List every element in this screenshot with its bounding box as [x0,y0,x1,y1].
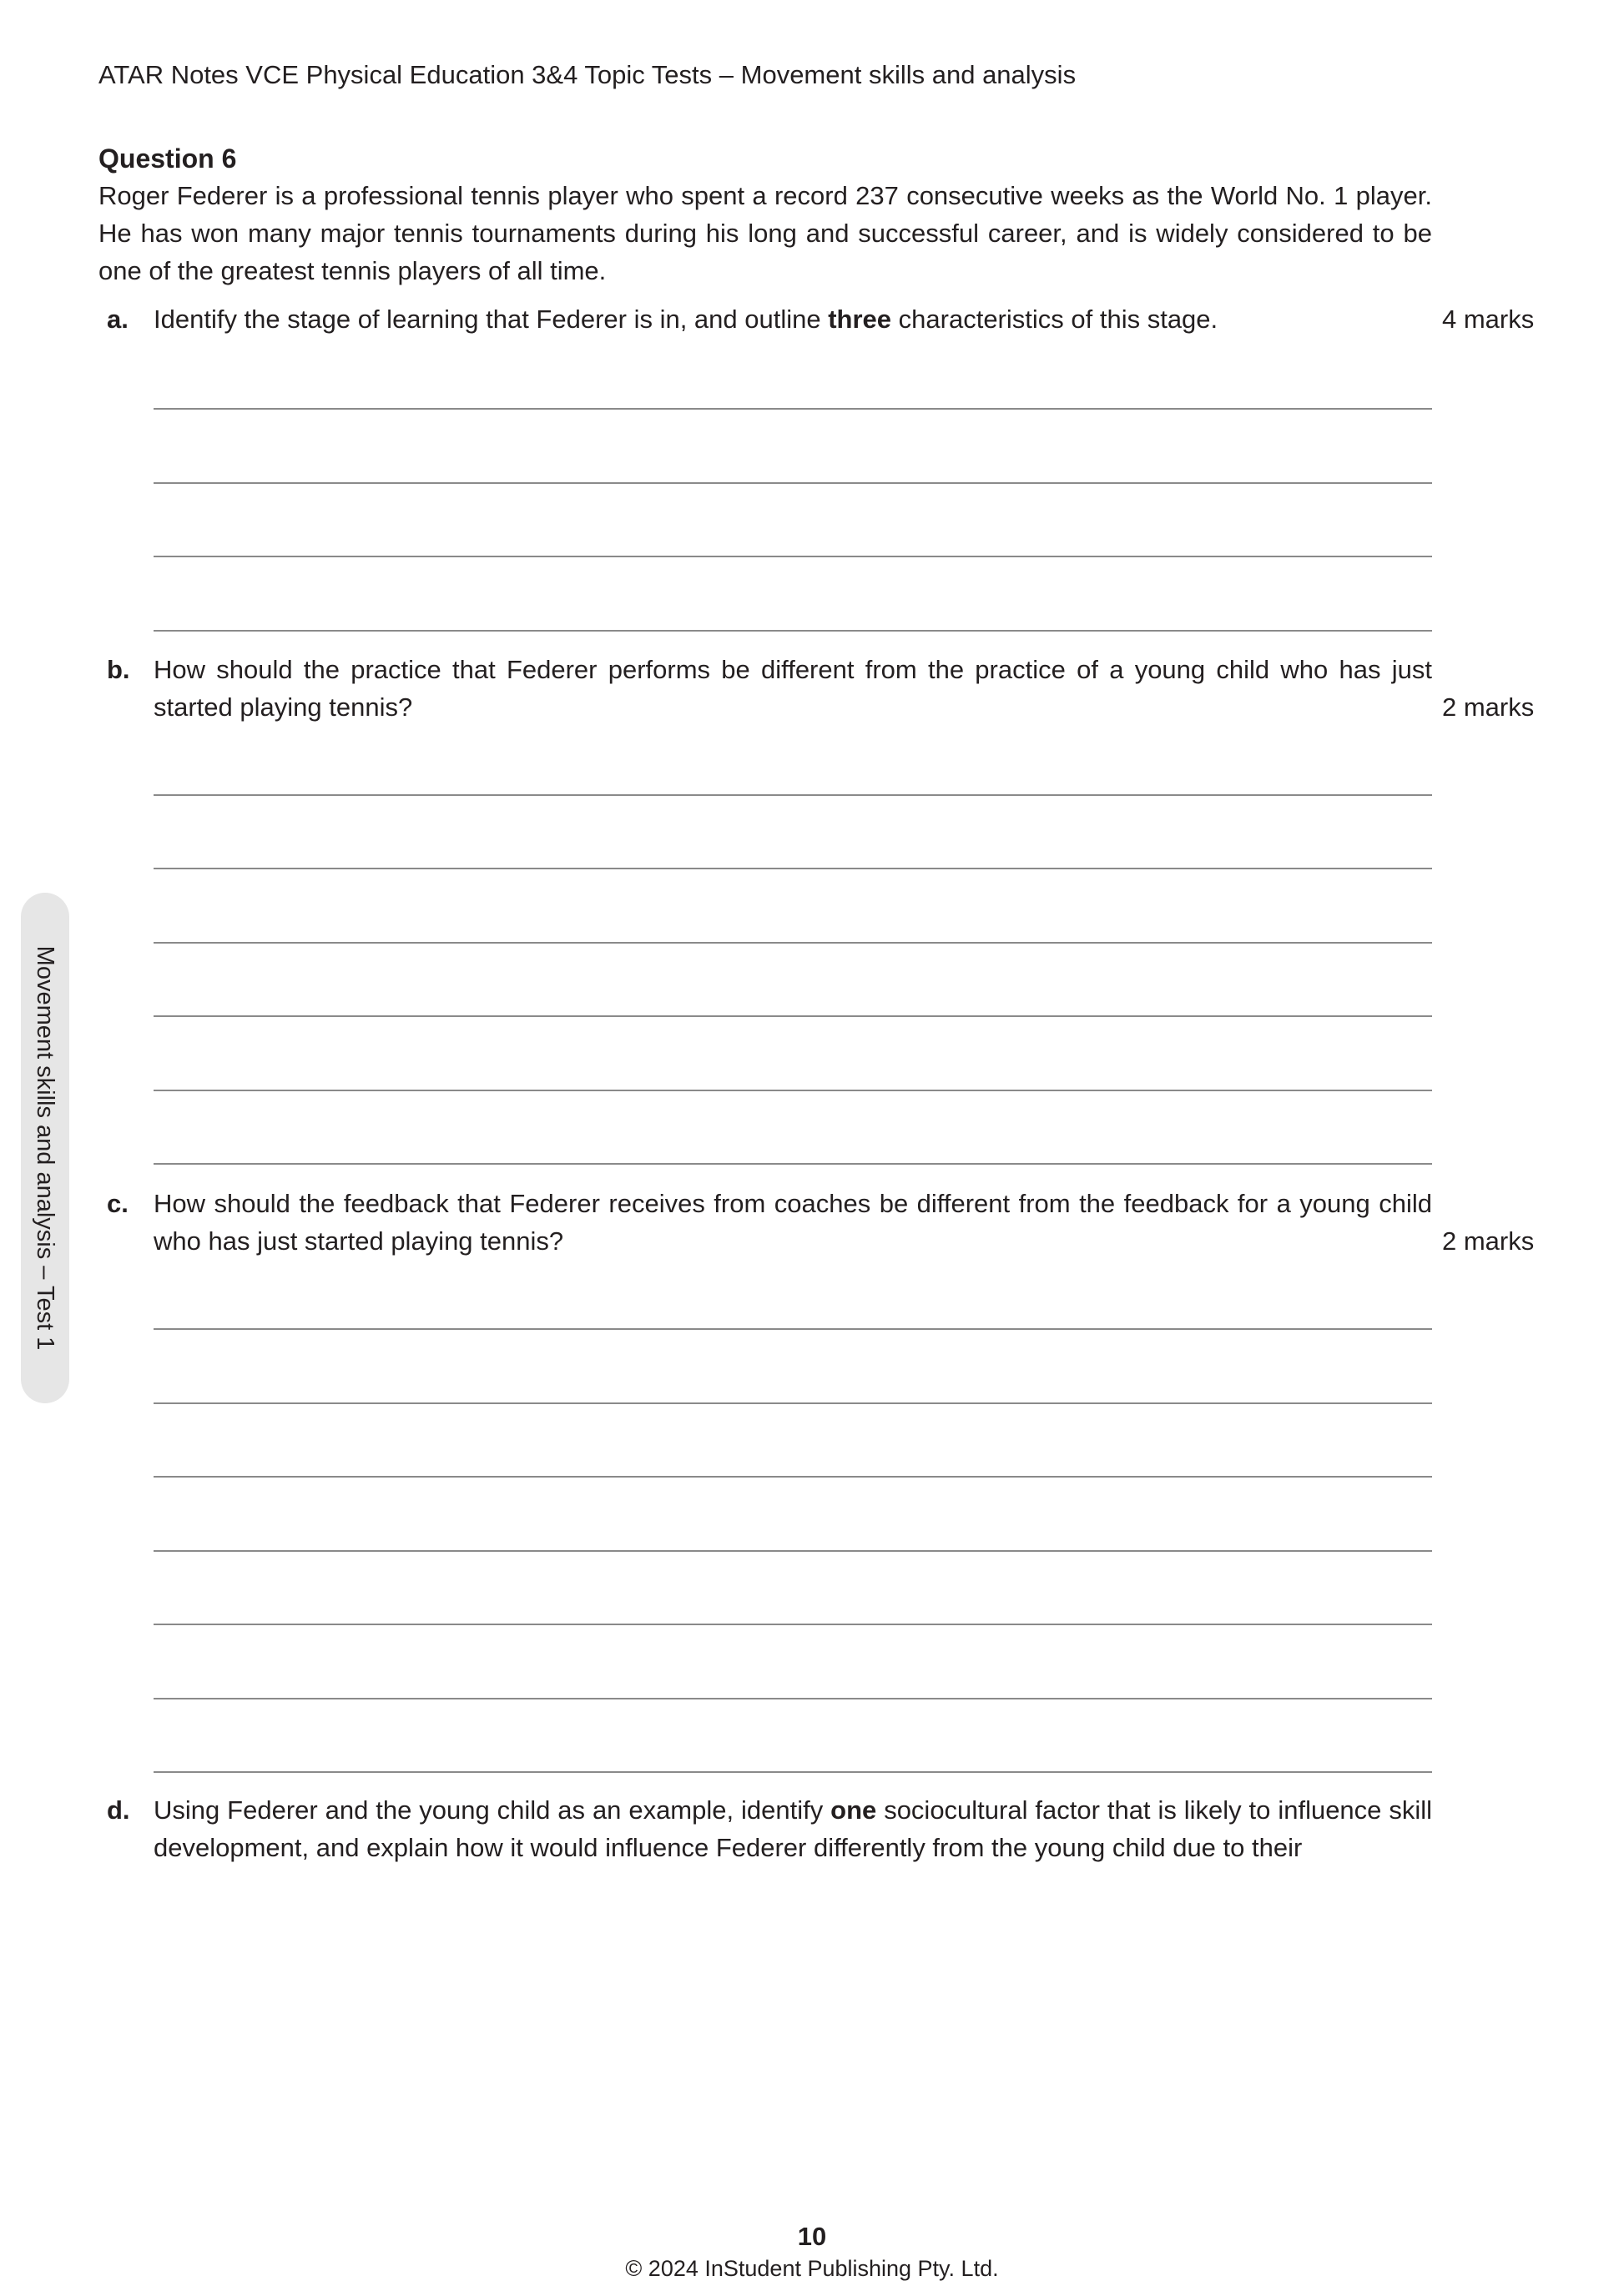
page-header: ATAR Notes VCE Physical Education 3&4 Topic Tests – Movement skills and analysis [98,60,1077,89]
part-b-text: How should the practice that Federer performs be different from the practice of a young child who has just started playing tennis? [154,655,1432,722]
answer-line[interactable] [154,868,1432,869]
answer-line[interactable] [154,1402,1432,1404]
answer-line[interactable] [154,942,1432,944]
answer-line[interactable] [154,408,1432,410]
answer-line[interactable] [154,482,1432,484]
answer-line[interactable] [154,630,1432,632]
side-tab [21,893,69,1403]
answer-line[interactable] [154,1550,1432,1552]
part-c-letter: c. [107,1189,129,1218]
answer-line[interactable] [154,1624,1432,1625]
answer-line[interactable] [154,1163,1432,1165]
part-c-text: How should the feedback that Federer receives from coaches be different from the feedback for a young child who has just started playing tennis? [154,1189,1432,1256]
part-c-marks: 2 marks [1442,1226,1535,1256]
part-b-marks: 2 marks [1442,692,1535,722]
answer-line[interactable] [154,1771,1432,1773]
answer-line[interactable] [154,1015,1432,1017]
part-a-letter: a. [107,305,129,334]
part-b-letter: b. [107,655,130,684]
page-number: 10 [797,2222,827,2251]
answer-line[interactable] [154,1090,1432,1091]
answer-line[interactable] [154,794,1432,796]
answer-line[interactable] [154,1698,1432,1699]
copyright: © 2024 InStudent Publishing Pty. Ltd. [625,2256,999,2281]
answer-line[interactable] [154,1476,1432,1478]
part-a-marks: 4 marks [1442,305,1535,334]
part-a-text: Identify the stage of learning that Federer is in, and outline three characteristics of this stage. [154,305,1218,334]
answer-line[interactable] [154,556,1432,557]
question-title: Question 6 [98,144,237,174]
part-d-letter: d. [107,1795,130,1825]
answer-line[interactable] [154,1328,1432,1330]
question-intro: Roger Federer is a professional tennis player who spent a record 237 consecutive weeks as the World No. 1 player. He has won many major tennis tournaments during his long and successful career, and is widely considered to be one of the greatest tennis players of all time. [98,181,1432,285]
side-tab-label: Movement skills and analysis – Test 1 [32,945,58,1351]
part-d-text: Using Federer and the young child as an example, identify one sociocultural factor that is likely to influence skill development, and explain how it would influence Federer differently from the young child due to their [154,1795,1432,1862]
part-d-emphasis: one [830,1795,877,1825]
part-a-emphasis: three [828,305,892,334]
